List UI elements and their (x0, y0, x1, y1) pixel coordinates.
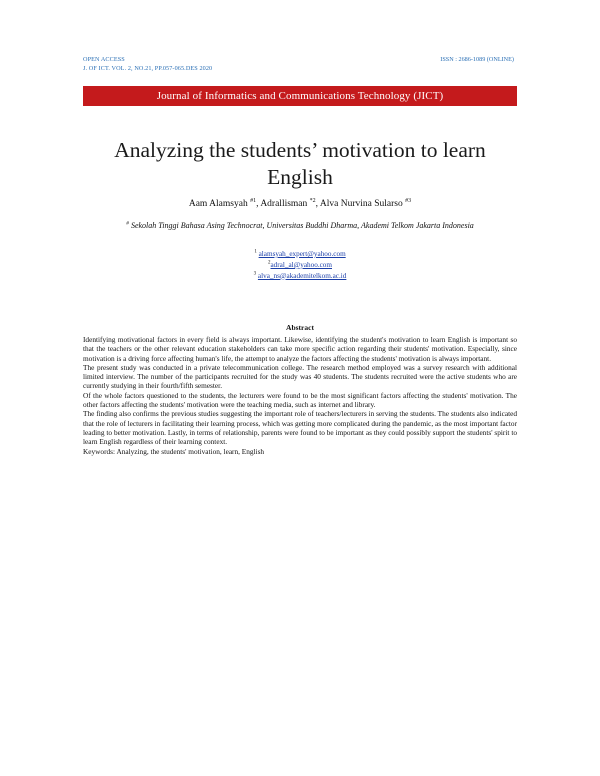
email-number: 2 (267, 260, 271, 266)
keywords-line: Keywords: Analyzing, the students' motivation, learn, English (83, 446, 265, 456)
email-link[interactable]: alamsyah_expert@yahoo.com (258, 250, 346, 258)
header-left (83, 55, 212, 73)
email-link[interactable]: adral_al@yahoo.com (270, 260, 332, 269)
author-list: Aam Alamsyah $^{\#1}$, Adrallisman $^{*2}$, Alva Nurvina Sularso $^{\#3}$ (188, 197, 412, 209)
email-row (83, 271, 517, 282)
email-link[interactable]: alva_ns@akademitelkom.ac.id (257, 271, 347, 280)
author-mark: #1 (250, 197, 257, 204)
issn-label: ISSN : 2686-1089 (ONLINE) (440, 56, 514, 63)
abstract-paragraph: The finding also confirms the previous studies suggesting the important role of teachers/lecturers in serving the students. The students also indicated that the role of lecturers in facilitating their learning process, which was getting more complicated during the pandemic, as the most important factor leading to better motivation. Lastly, in terms of relationship, parents were found to be important as they could possibly support the students' spirit to learn English regardless of their learning context. (83, 409, 517, 447)
affiliation (83, 220, 517, 231)
email-row (83, 249, 517, 260)
journal-name: Journal of Informatics and Communications Technology (JICT) (156, 90, 444, 102)
email-number: 3 (253, 271, 257, 277)
citation-line: J. OF ICT. VOL. 2, NO.21, PP.057-065.DES 2020 (83, 65, 213, 72)
author-mark: #3 (405, 197, 412, 204)
abstract-paragraph: Of the whole factors questioned to the students, the lecturers were found to be the most significant factors affecting the students' motivation. The other factors affecting the students' motivation were the teaching media, such as internet and library. (83, 390, 517, 410)
paper-title: Analyzing the students’ motivation to learn English (114, 138, 486, 189)
email-row (83, 260, 517, 271)
journal-banner (83, 86, 517, 106)
email-list (83, 249, 517, 281)
abstract-heading: Abstract (286, 323, 314, 332)
author-name: Aam Alamsyah (188, 199, 248, 209)
author-name: Adrallisman (260, 199, 308, 209)
email-number: 1 (254, 249, 257, 255)
author-name: Alva Nurvina Sularso (319, 199, 403, 209)
author-mark: *2 (309, 197, 316, 204)
affiliation-mark: # (126, 220, 129, 227)
affiliation-text: Sekolah Tinggi Bahasa Asing Technocrat, Universitas Buddhi Dharma, Akademi Telkom Jakarta Indonesia (130, 221, 474, 230)
open-access-label: OPEN ACCESS (83, 56, 125, 63)
abstract-paragraph: The present study was conducted in a private telecommunication college. The research method employed was a survey research with additional limited interview. The number of the participants recruited for the study was 40 students. The students recruited were the active students who are currently studying in their fourth/fifth semester. (83, 362, 517, 391)
abstract-body (83, 335, 517, 456)
abstract-paragraph: Identifying motivational factors in every field is always important. Likewise, identifying the student's motivation to learn English is important so that the teachers or the other relevant education stakeholders can take more specific action regarding their students' motivation. Especially, since motivation is a driving force affecting human's life, the attempt to analyze the factors affecting the students' motivation is always important. (83, 335, 517, 363)
